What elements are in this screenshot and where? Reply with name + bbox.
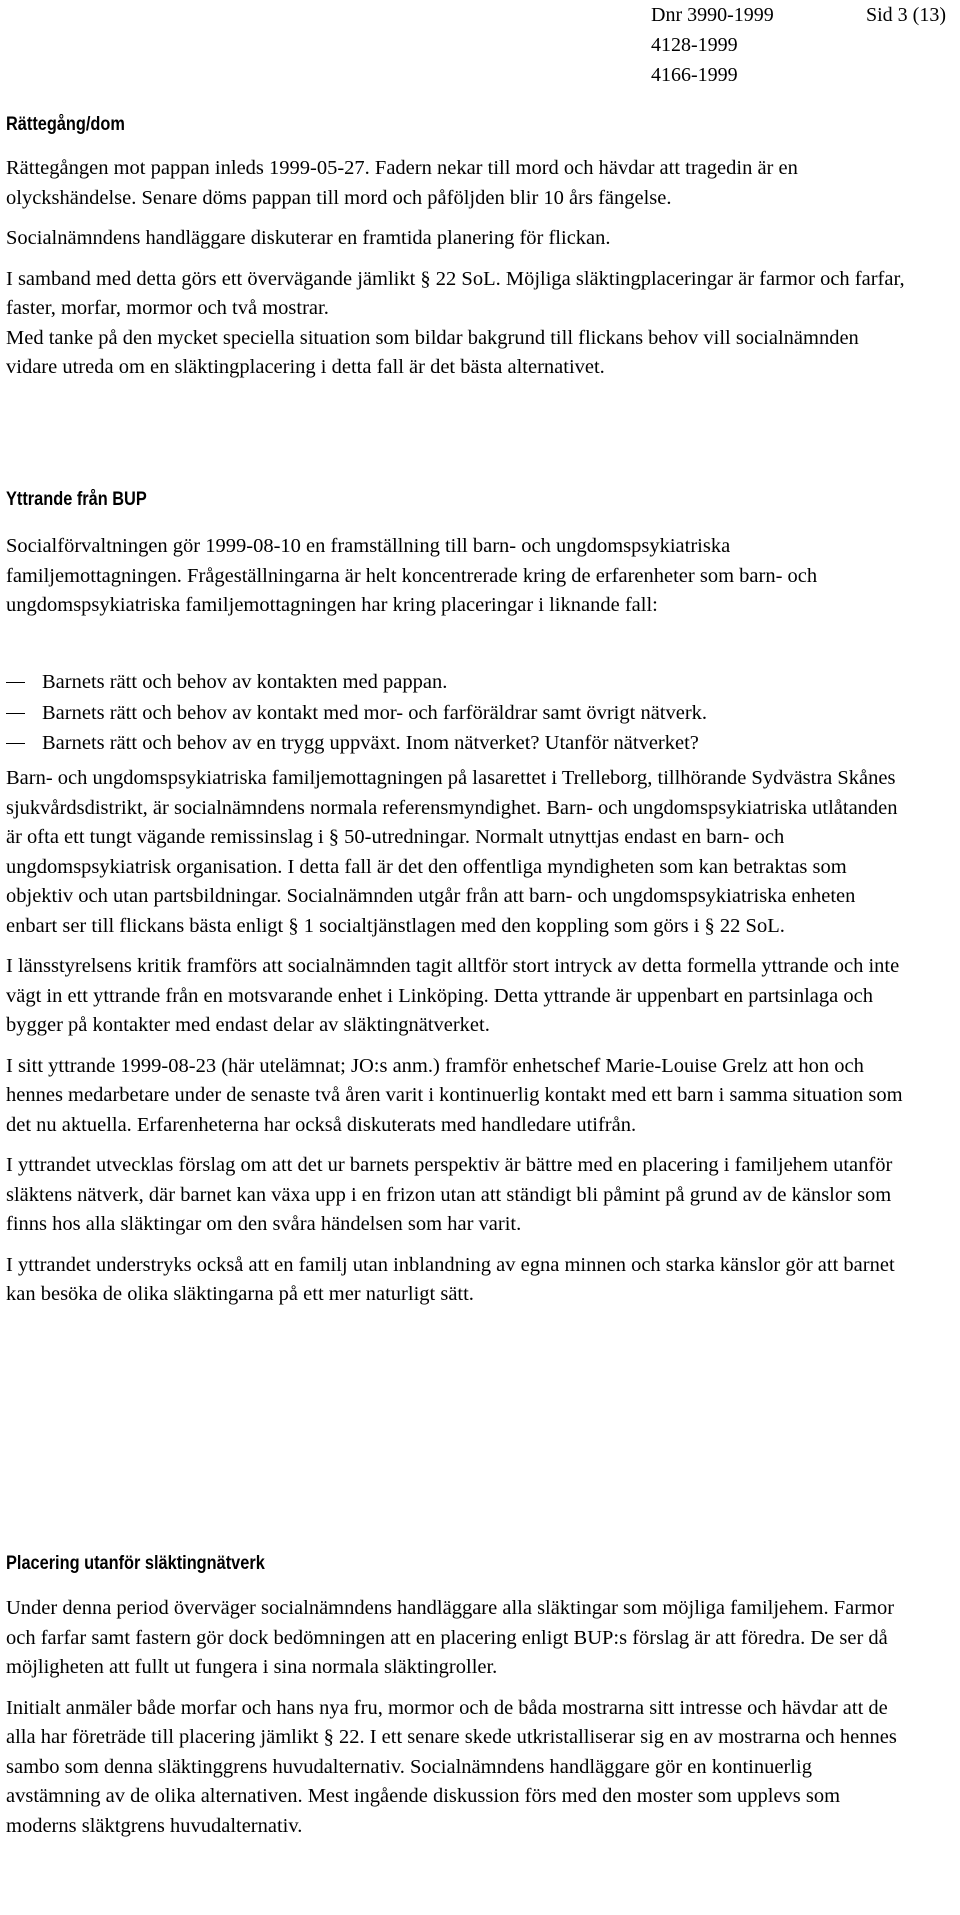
dash-bullet-icon bbox=[6, 682, 25, 683]
paragraph: Socialförvaltningen gör 1999-08-10 en framställning till barn- och ungdomspsykiatriska familjemottagningen. Frågeställningarna är helt koncentrerade kring de erfarenheter som barn- och ungdomspsykiatriska familjemottagningen har kring placeringar i liknande fall: bbox=[6, 535, 818, 616]
paragraph: I länsstyrelsens kritik framförs att socialnämnden tagit alltför stort intryck av detta formella yttrande och inte vägt in ett yttrande från en motsvarande enhet i Linköping. Detta yttrande är uppenbart en partsinlaga och bygger på kontakter med endast delar av släktingnätverket. bbox=[6, 955, 900, 1036]
list-item-text: Barnets rätt och behov av kontakten med pappan. bbox=[42, 671, 448, 693]
list-item bbox=[6, 698, 906, 729]
section-body bbox=[6, 1594, 906, 1841]
list-item-text: Barnets rätt och behov av en trygg uppväxt. Inom nätverket? Utanför nätverket? bbox=[42, 732, 699, 754]
section-body bbox=[6, 154, 906, 383]
paragraph: Med tanke på den mycket speciella situation som bildar bakgrund till flickans behov vill socialnämnden vidare utreda om en släktingplacering i detta fall är det bästa alternativet. bbox=[6, 326, 859, 378]
case-number: 4128-1999 bbox=[651, 34, 738, 56]
dash-bullet-icon bbox=[6, 713, 25, 714]
section-body bbox=[6, 764, 906, 1310]
paragraph: I yttrandet utvecklas förslag om att det ur barnets perspektiv är bättre med en placering i familjehem utanför släktens nätverk, där barnet kan växa upp i en frizon utan att ständigt bli påmint på grund av de känslor som finns hos alla släktingar om den svåra händelsen som har varit. bbox=[6, 1154, 893, 1235]
case-number: 4166-1999 bbox=[651, 64, 738, 86]
section-heading: Yttrande från BUP bbox=[6, 489, 147, 510]
paragraph: Under denna period överväger socialnämndens handläggare alla släktingar som möjliga familjehem. Farmor och farfar samt fastern gör dock bedömningen att en placering enligt BUP:s förslag är att föredra. De ser då möjligheten att fullt ut fungera i sina normala släktingroller. bbox=[6, 1597, 895, 1678]
question-list bbox=[6, 667, 906, 759]
paragraph: I yttrandet understryks också att en familj utan inblandning av egna minnen och starka känslor gör att barnet kan besöka de olika släktingarna på ett mer naturligt sätt. bbox=[6, 1253, 895, 1305]
paragraph: I samband med detta görs ett övervägande jämlikt § 22 SoL. Möjliga släktingplaceringar är farmor och farfar, faster, morfar, mormor och två mostrar. bbox=[6, 267, 905, 319]
page-number: Sid 3 (13) bbox=[866, 4, 946, 26]
paragraph: Socialnämndens handläggare diskuterar en framtida planering för flickan. bbox=[6, 227, 611, 249]
case-numbers bbox=[651, 0, 774, 90]
section-intro bbox=[6, 532, 906, 621]
paragraph: I sitt yttrande 1999-08-23 (här utelämnat; JO:s anm.) framför enhetschef Marie-Louise Grelz att hon och hennes medarbetare under de senaste två åren varit i kontinuerlig kontakt med ett barn i samma situation som det nu aktuella. Erfarenheterna har också diskuterats med handledare utifrån. bbox=[6, 1054, 903, 1136]
page-header bbox=[0, 0, 960, 90]
paragraph: Barn- och ungdomspsykiatriska familjemottagningen på lasarettet i Trelleborg, tillhörande Sydvästra Skånes sjukvårdsdistrikt, är socialnämndens normala referensmyndighet. Barn- och ungdomspsykiatriska utlåtanden är ofta ett tungt vägande remissinslag i § 50-utredningar. Normalt utnyttjas endast en barn- och ungdomspsykiatrisk organisation. I detta fall är det den offentliga myndigheten som kan betraktas som objektiv och utan partsbildningar. Socialnämnden utgår från att barn- och ungdomspsykiatriska enheten enbart ser till flickans bästa enligt § 1 socialtjänstlagen med den koppling som görs i § 22 SoL. bbox=[6, 767, 898, 937]
paragraph: Rättegången mot pappan inleds 1999-05-27. Fadern nekar till mord och hävdar att tragedin är en olyckshändelse. Senare döms pappan till mord och påföljden blir 10 års fängelse. bbox=[6, 157, 798, 209]
list-item bbox=[6, 728, 906, 759]
section-heading: Placering utanför släktingnätverk bbox=[6, 1553, 265, 1574]
list-item bbox=[6, 667, 906, 698]
case-number: Dnr 3990-1999 bbox=[651, 4, 774, 26]
paragraph: Initialt anmäler både morfar och hans nya fru, mormor och de båda mostrarna sitt intresse och hävdar att de alla har företräde till placering jämlikt § 22. I ett senare skede utkristalliserar sig en av mostrarna och hennes sambo som denna släktinggrens huvudalternativ. Socialnämndens handläggare gör en kontinuerlig avstämning av de olika alternativen. Mest ingående diskussion förs med den moster som upplevs som moderns släktgrens huvudalternativ. bbox=[6, 1696, 897, 1837]
dash-bullet-icon bbox=[6, 743, 25, 744]
list-item-text: Barnets rätt och behov av kontakt med mor- och farföräldrar samt övrigt nätverk. bbox=[42, 701, 708, 724]
section-heading: Rättegång/dom bbox=[6, 114, 125, 135]
